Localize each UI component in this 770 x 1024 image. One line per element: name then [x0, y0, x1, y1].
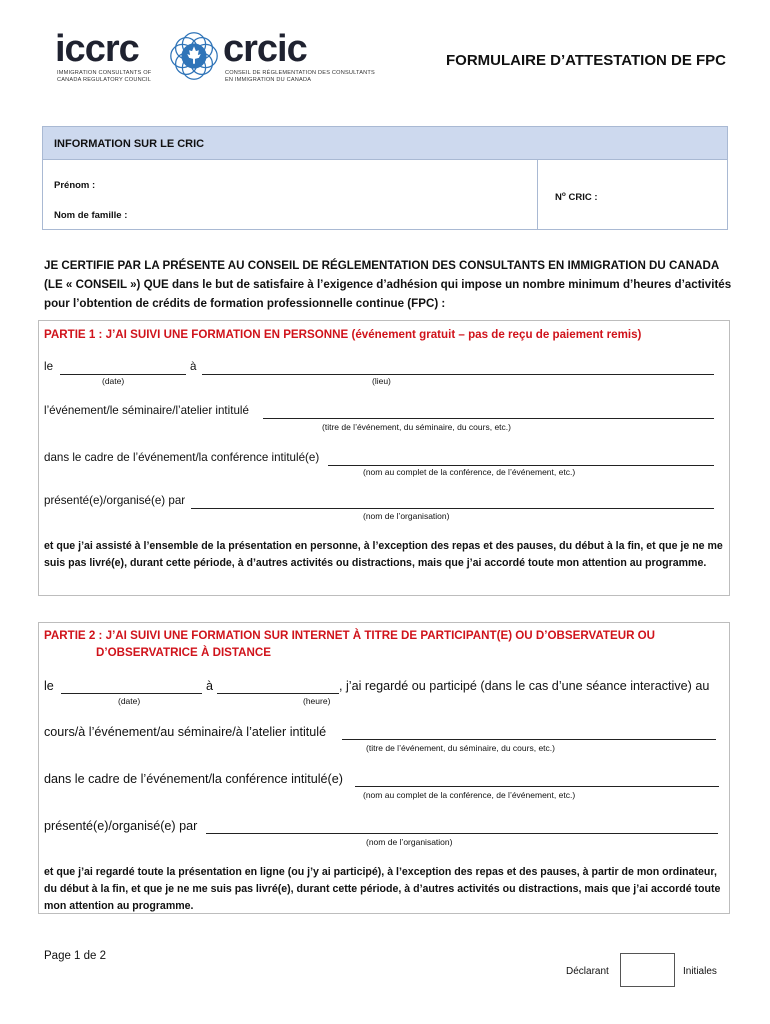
part1-date-field[interactable] — [60, 374, 186, 375]
part2-organizer-caption: (nom de l’organisation) — [366, 837, 453, 847]
cric-info-header — [43, 127, 727, 160]
iccrc-logo — [55, 28, 375, 90]
part1-event-label: l’événement/le séminaire/l’atelier intitulé — [44, 404, 249, 417]
cric-info-heading: INFORMATION SUR LE CRIC — [54, 138, 205, 150]
logo-right-subtitle: CONSEIL DE RÉGLEMENTATION DES CONSULTANTS EN IMMIGRATION DU CANADA — [225, 70, 375, 83]
part1-place-field[interactable] — [202, 374, 714, 375]
part1-statement: et que j’ai assisté à l’ensemble de la présentation en personne, à l’exception des repas et des pauses, du début à la fin, et que je ne me suis pas livré(e), durant cette période, à d’autres activités ou distractions, mais que j’ai accordé toute mon attention au programme. — [44, 540, 723, 569]
part2-organizer-label: présenté(e)/organisé(e) par — [44, 819, 198, 833]
initials-label: Initiales — [683, 966, 717, 977]
part1-event-caption: (titre de l’événement, du séminaire, du cours, etc.) — [322, 422, 511, 432]
part1-conference-caption: (nom au complet de la conférence, de l’événement, etc.) — [363, 467, 576, 477]
part1-conference-label: dans le cadre de l’événement/la conférence intitulé(e) — [44, 451, 320, 464]
logo-left-subtitle: IMMIGRATION CONSULTANTS OF CANADA REGULATORY COUNCIL — [57, 70, 152, 83]
certification-statement: JE CERTIFIE PAR LA PRÉSENTE AU CONSEIL DE RÉGLEMENTATION DES CONSULTANTS EN IMMIGRATION DU CANADA (LE « CONSEIL ») QUE dans le but de satisfaire à l’exigence d’adhésion qui impose un nombre minimum d’heures d’activités pour l’obtention de crédits de formation professionnelle continue (FPC) : — [44, 259, 732, 310]
part2-course-field[interactable] — [342, 739, 716, 740]
part2-organizer-field[interactable] — [206, 833, 718, 834]
part1-organizer-label: présenté(e)/organisé(e) par — [44, 494, 186, 507]
info-divider — [537, 160, 538, 229]
part2-conference-label: dans le cadre de l’événement/la conférence intitulé(e) — [44, 772, 343, 786]
part2-title-line2: D’OBSERVATRICE À DISTANCE — [96, 646, 271, 659]
part2-time-caption: (heure) — [303, 696, 331, 706]
last-name-label: Nom de famille : — [54, 210, 128, 221]
part2-le-label: le — [44, 679, 54, 693]
part1-organizer-field[interactable] — [191, 508, 714, 509]
part1-conference-field[interactable] — [328, 465, 714, 466]
part1-date-caption: (date) — [102, 376, 125, 386]
part1-event-field[interactable] — [263, 418, 714, 419]
part2-watched-text: , j’ai regardé ou participé (dans le cas d’une séance interactive) au — [339, 679, 710, 693]
logo-left-word: iccrc — [55, 28, 139, 70]
document-title: FORMULAIRE D’ATTESTATION DE FPC — [446, 52, 726, 69]
part2-time-field[interactable] — [217, 693, 339, 694]
initials-box[interactable] — [620, 953, 675, 987]
part1-organizer-caption: (nom de l’organisation) — [363, 511, 450, 521]
declarant-label: Déclarant — [566, 966, 609, 977]
part1-le-label: le — [44, 360, 54, 373]
logo-right-word: crcic — [223, 28, 307, 70]
part2-date-field[interactable] — [61, 693, 202, 694]
part2-conference-caption: (nom au complet de la conférence, de l’événement, etc.) — [363, 790, 576, 800]
part2-conference-field[interactable] — [355, 786, 719, 787]
part2-course-caption: (titre de l’événement, du séminaire, du cours, etc.) — [366, 743, 555, 753]
part2-a-label: à — [206, 679, 214, 693]
part2-date-caption: (date) — [118, 696, 141, 706]
page-number: Page 1 de 2 — [44, 950, 107, 962]
part1-place-caption: (lieu) — [372, 376, 391, 386]
cric-number-label: $N^o$ CRIC : — [555, 191, 598, 204]
part1-a-label: à — [190, 360, 197, 373]
part1-title: PARTIE 1 : J’AI SUIVI UNE FORMATION EN PERSONNE (événement gratuit – pas de reçu de paiement remis) — [44, 328, 642, 341]
cric-info-box — [42, 126, 728, 230]
maple-leaf-emblem-icon — [165, 27, 223, 85]
part2-statement: et que j’ai regardé toute la présentation en ligne (ou j’y ai participé), à l’exception des repas et des pauses, à partir de mon ordinateur, du début à la fin, et que je ne me suis pas livré(e), durant cette période, à d’autres activités ou distractions, mais que j’ai accordé toute mon attention au programme. — [44, 866, 721, 912]
part2-title-line1: PARTIE 2 : J’AI SUIVI UNE FORMATION SUR INTERNET À TITRE DE PARTICIPANT(E) OU D’OBSERVATEUR OU — [44, 629, 656, 642]
first-name-label: Prénom : — [54, 180, 96, 191]
part2-course-label: cours/à l’événement/au séminaire/à l’atelier intitulé — [44, 725, 327, 739]
